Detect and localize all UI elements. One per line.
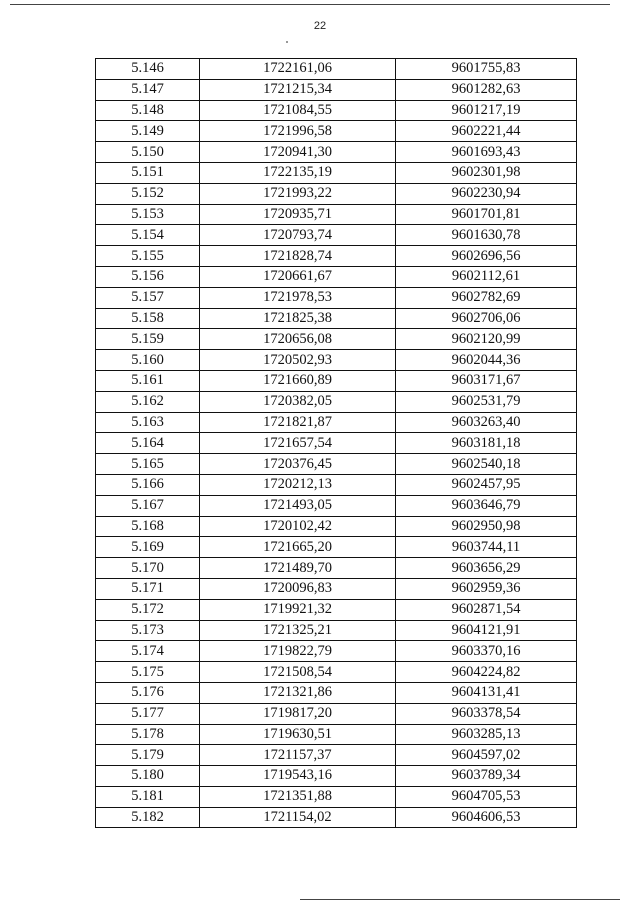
table-row bbox=[96, 766, 577, 787]
y-coordinate-cell: 9602871,54 bbox=[396, 599, 577, 620]
table-row bbox=[96, 599, 577, 620]
table-row bbox=[96, 79, 577, 100]
point-number-cell: 5.170 bbox=[96, 558, 200, 579]
y-coordinate-cell: 9603646,79 bbox=[396, 495, 577, 516]
y-coordinate-cell: 9603171,67 bbox=[396, 370, 577, 391]
table-row bbox=[96, 246, 577, 267]
point-number-cell: 5.166 bbox=[96, 474, 200, 495]
x-coordinate-cell: 1720102,42 bbox=[200, 516, 396, 537]
page-number: 22 bbox=[313, 20, 327, 32]
x-coordinate-cell: 1720941,30 bbox=[200, 142, 396, 163]
point-number-cell: 5.156 bbox=[96, 266, 200, 287]
y-coordinate-cell: 9604597,02 bbox=[396, 745, 577, 766]
table-row bbox=[96, 59, 577, 80]
y-coordinate-cell: 9603370,16 bbox=[396, 641, 577, 662]
x-coordinate-cell: 1719822,79 bbox=[200, 641, 396, 662]
point-number-cell: 5.151 bbox=[96, 162, 200, 183]
y-coordinate-cell: 9602044,36 bbox=[396, 350, 577, 371]
point-number-cell: 5.150 bbox=[96, 142, 200, 163]
y-coordinate-cell: 9604705,53 bbox=[396, 786, 577, 807]
x-coordinate-cell: 1721154,02 bbox=[200, 807, 396, 828]
point-number-cell: 5.173 bbox=[96, 620, 200, 641]
point-number-cell: 5.178 bbox=[96, 724, 200, 745]
y-coordinate-cell: 9602457,95 bbox=[396, 474, 577, 495]
table-row bbox=[96, 204, 577, 225]
table-row bbox=[96, 329, 577, 350]
point-number-cell: 5.158 bbox=[96, 308, 200, 329]
y-coordinate-cell: 9602112,61 bbox=[396, 266, 577, 287]
x-coordinate-cell: 1721215,34 bbox=[200, 79, 396, 100]
y-coordinate-cell: 9604121,91 bbox=[396, 620, 577, 641]
x-coordinate-cell: 1721660,89 bbox=[200, 370, 396, 391]
x-coordinate-cell: 1721828,74 bbox=[200, 246, 396, 267]
y-coordinate-cell: 9603789,34 bbox=[396, 766, 577, 787]
point-number-cell: 5.175 bbox=[96, 662, 200, 683]
scan-speck bbox=[286, 41, 288, 43]
x-coordinate-cell: 1720376,45 bbox=[200, 454, 396, 475]
table-row bbox=[96, 807, 577, 828]
y-coordinate-cell: 9601701,81 bbox=[396, 204, 577, 225]
point-number-cell: 5.182 bbox=[96, 807, 200, 828]
scan-top-edge bbox=[10, 4, 610, 5]
table-row bbox=[96, 370, 577, 391]
table-row bbox=[96, 266, 577, 287]
x-coordinate-cell: 1720793,74 bbox=[200, 225, 396, 246]
table-row bbox=[96, 287, 577, 308]
point-number-cell: 5.180 bbox=[96, 766, 200, 787]
x-coordinate-cell: 1721657,54 bbox=[200, 433, 396, 454]
y-coordinate-cell: 9602540,18 bbox=[396, 454, 577, 475]
x-coordinate-cell: 1721825,38 bbox=[200, 308, 396, 329]
point-number-cell: 5.169 bbox=[96, 537, 200, 558]
y-coordinate-cell: 9603263,40 bbox=[396, 412, 577, 433]
table-row bbox=[96, 662, 577, 683]
table-row bbox=[96, 682, 577, 703]
table-row bbox=[96, 516, 577, 537]
y-coordinate-cell: 9602531,79 bbox=[396, 391, 577, 412]
point-number-cell: 5.164 bbox=[96, 433, 200, 454]
y-coordinate-cell: 9602782,69 bbox=[396, 287, 577, 308]
y-coordinate-cell: 9602706,06 bbox=[396, 308, 577, 329]
point-number-cell: 5.157 bbox=[96, 287, 200, 308]
y-coordinate-cell: 9604606,53 bbox=[396, 807, 577, 828]
y-coordinate-cell: 9601282,63 bbox=[396, 79, 577, 100]
table-row bbox=[96, 474, 577, 495]
x-coordinate-cell: 1719921,32 bbox=[200, 599, 396, 620]
point-number-cell: 5.163 bbox=[96, 412, 200, 433]
y-coordinate-cell: 9603744,11 bbox=[396, 537, 577, 558]
y-coordinate-cell: 9604131,41 bbox=[396, 682, 577, 703]
point-number-cell: 5.177 bbox=[96, 703, 200, 724]
point-number-cell: 5.172 bbox=[96, 599, 200, 620]
x-coordinate-cell: 1720935,71 bbox=[200, 204, 396, 225]
point-number-cell: 5.168 bbox=[96, 516, 200, 537]
x-coordinate-cell: 1721996,58 bbox=[200, 121, 396, 142]
point-number-cell: 5.160 bbox=[96, 350, 200, 371]
y-coordinate-cell: 9602950,98 bbox=[396, 516, 577, 537]
x-coordinate-cell: 1720212,13 bbox=[200, 474, 396, 495]
x-coordinate-cell: 1721493,05 bbox=[200, 495, 396, 516]
x-coordinate-cell: 1721993,22 bbox=[200, 183, 396, 204]
y-coordinate-cell: 9603656,29 bbox=[396, 558, 577, 579]
x-coordinate-cell: 1721489,70 bbox=[200, 558, 396, 579]
table-row bbox=[96, 433, 577, 454]
x-coordinate-cell: 1721157,37 bbox=[200, 745, 396, 766]
x-coordinate-cell: 1722161,06 bbox=[200, 59, 396, 80]
point-number-cell: 5.181 bbox=[96, 786, 200, 807]
table-row bbox=[96, 162, 577, 183]
x-coordinate-cell: 1720502,93 bbox=[200, 350, 396, 371]
table-row bbox=[96, 641, 577, 662]
table-row bbox=[96, 121, 577, 142]
point-number-cell: 5.149 bbox=[96, 121, 200, 142]
y-coordinate-cell: 9602301,98 bbox=[396, 162, 577, 183]
table-row bbox=[96, 724, 577, 745]
y-coordinate-cell: 9601217,19 bbox=[396, 100, 577, 121]
x-coordinate-cell: 1721325,21 bbox=[200, 620, 396, 641]
y-coordinate-cell: 9602959,36 bbox=[396, 578, 577, 599]
point-number-cell: 5.147 bbox=[96, 79, 200, 100]
table-row bbox=[96, 142, 577, 163]
y-coordinate-cell: 9602221,44 bbox=[396, 121, 577, 142]
point-number-cell: 5.148 bbox=[96, 100, 200, 121]
point-number-cell: 5.167 bbox=[96, 495, 200, 516]
table-row bbox=[96, 391, 577, 412]
x-coordinate-cell: 1721821,87 bbox=[200, 412, 396, 433]
point-number-cell: 5.161 bbox=[96, 370, 200, 391]
table-row bbox=[96, 454, 577, 475]
point-number-cell: 5.174 bbox=[96, 641, 200, 662]
y-coordinate-cell: 9603181,18 bbox=[396, 433, 577, 454]
x-coordinate-cell: 1720382,05 bbox=[200, 391, 396, 412]
point-number-cell: 5.179 bbox=[96, 745, 200, 766]
point-number-cell: 5.155 bbox=[96, 246, 200, 267]
y-coordinate-cell: 9602120,99 bbox=[396, 329, 577, 350]
y-coordinate-cell: 9601693,43 bbox=[396, 142, 577, 163]
x-coordinate-cell: 1722135,19 bbox=[200, 162, 396, 183]
table-row bbox=[96, 100, 577, 121]
table-row bbox=[96, 225, 577, 246]
x-coordinate-cell: 1720096,83 bbox=[200, 578, 396, 599]
point-number-cell: 5.162 bbox=[96, 391, 200, 412]
table-row bbox=[96, 558, 577, 579]
y-coordinate-cell: 9601755,83 bbox=[396, 59, 577, 80]
table-row bbox=[96, 703, 577, 724]
x-coordinate-cell: 1721978,53 bbox=[200, 287, 396, 308]
table-row bbox=[96, 183, 577, 204]
x-coordinate-cell: 1720661,67 bbox=[200, 266, 396, 287]
y-coordinate-cell: 9602696,56 bbox=[396, 246, 577, 267]
table-row bbox=[96, 786, 577, 807]
y-coordinate-cell: 9604224,82 bbox=[396, 662, 577, 683]
x-coordinate-cell: 1721084,55 bbox=[200, 100, 396, 121]
point-number-cell: 5.176 bbox=[96, 682, 200, 703]
x-coordinate-cell: 1721665,20 bbox=[200, 537, 396, 558]
point-number-cell: 5.165 bbox=[96, 454, 200, 475]
x-coordinate-cell: 1721508,54 bbox=[200, 662, 396, 683]
x-coordinate-cell: 1720656,08 bbox=[200, 329, 396, 350]
y-coordinate-cell: 9602230,94 bbox=[396, 183, 577, 204]
coordinates-table bbox=[95, 58, 577, 828]
x-coordinate-cell: 1719630,51 bbox=[200, 724, 396, 745]
x-coordinate-cell: 1719543,16 bbox=[200, 766, 396, 787]
point-number-cell: 5.153 bbox=[96, 204, 200, 225]
table-row bbox=[96, 537, 577, 558]
point-number-cell: 5.171 bbox=[96, 578, 200, 599]
table-row bbox=[96, 412, 577, 433]
scan-bottom-edge bbox=[300, 899, 620, 900]
point-number-cell: 5.152 bbox=[96, 183, 200, 204]
point-number-cell: 5.159 bbox=[96, 329, 200, 350]
x-coordinate-cell: 1719817,20 bbox=[200, 703, 396, 724]
table-row bbox=[96, 578, 577, 599]
coordinates-table-body bbox=[96, 59, 577, 828]
point-number-cell: 5.146 bbox=[96, 59, 200, 80]
x-coordinate-cell: 1721321,86 bbox=[200, 682, 396, 703]
x-coordinate-cell: 1721351,88 bbox=[200, 786, 396, 807]
y-coordinate-cell: 9603378,54 bbox=[396, 703, 577, 724]
table-row bbox=[96, 620, 577, 641]
table-row bbox=[96, 745, 577, 766]
point-number-cell: 5.154 bbox=[96, 225, 200, 246]
y-coordinate-cell: 9603285,13 bbox=[396, 724, 577, 745]
table-row bbox=[96, 350, 577, 371]
table-row bbox=[96, 495, 577, 516]
table-row bbox=[96, 308, 577, 329]
y-coordinate-cell: 9601630,78 bbox=[396, 225, 577, 246]
